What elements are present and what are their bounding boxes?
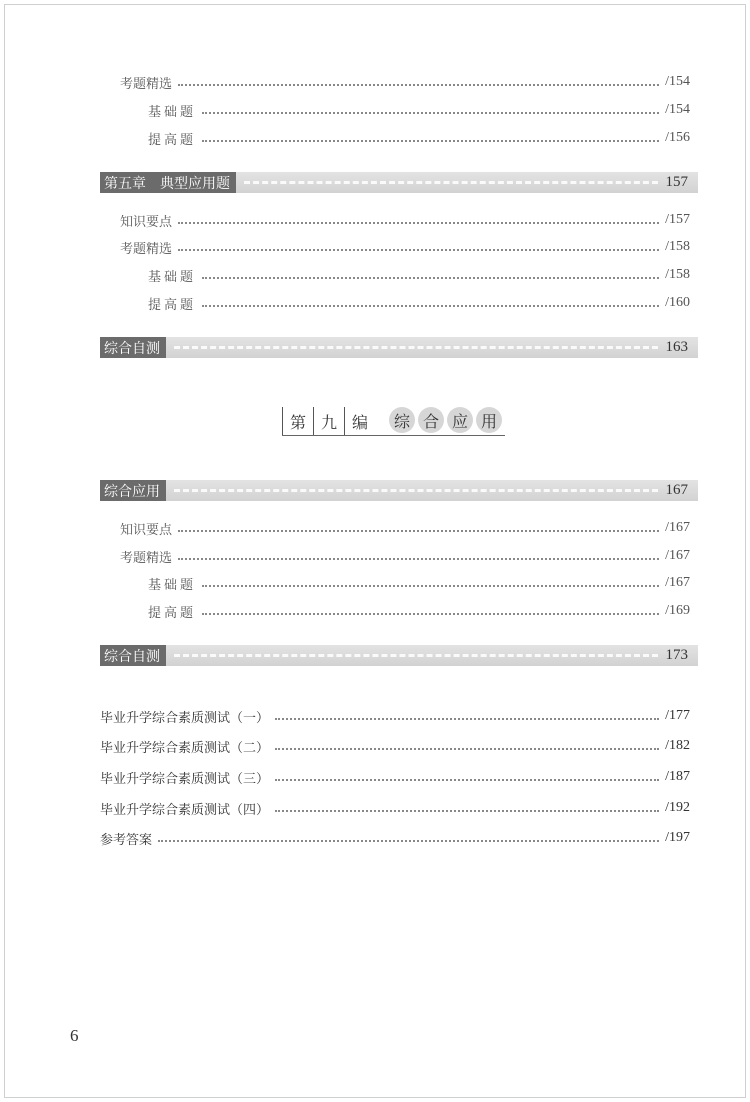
entry-label: 提高题 <box>148 132 197 148</box>
entry-label: 毕业升学综合素质测试（一） <box>100 710 270 726</box>
leader-dots <box>178 249 659 251</box>
entry-page: /158 <box>665 267 690 282</box>
leader-dots <box>202 277 659 279</box>
entry-page: /160 <box>665 295 690 310</box>
entry-page: /167 <box>665 575 690 590</box>
toc-entry[interactable] <box>100 767 690 787</box>
leader-dots <box>275 748 659 750</box>
section-page: 163 <box>665 339 688 355</box>
leader-dots <box>178 222 659 224</box>
leader-dots <box>202 140 659 142</box>
entry-page: /187 <box>665 769 690 784</box>
part-heading <box>282 405 505 436</box>
entry-page: /169 <box>665 603 690 618</box>
page-number: 6 <box>70 1026 79 1045</box>
entry-label: 提高题 <box>148 297 197 313</box>
leader-dots <box>202 613 659 615</box>
part-cell: 第 <box>282 407 313 435</box>
section-title: 综合自测 <box>100 337 166 358</box>
entry-label: 毕业升学综合素质测试（二） <box>100 740 270 756</box>
part-title-char: 合 <box>418 407 444 433</box>
entry-page: /177 <box>665 708 690 723</box>
part-title-char: 综 <box>389 407 415 433</box>
part-title-char: 应 <box>447 407 473 433</box>
entry-page: /154 <box>665 102 690 117</box>
entry-page: /182 <box>665 738 690 753</box>
toc-entry[interactable] <box>100 798 690 818</box>
entry-label: 考题精选 <box>120 76 173 92</box>
toc-entry[interactable] <box>120 210 690 230</box>
entry-label: 知识要点 <box>120 214 173 230</box>
part-cell: 编 <box>344 407 375 435</box>
dash-leader <box>174 346 658 349</box>
entry-page: /157 <box>665 212 690 227</box>
entry-label: 考题精选 <box>120 550 173 566</box>
section-title: 综合应用 <box>100 480 166 501</box>
chapter-page: 157 <box>665 174 688 190</box>
leader-dots <box>178 530 659 532</box>
toc-entry[interactable] <box>120 518 690 538</box>
entry-label: 基础题 <box>148 269 197 285</box>
entry-label: 基础题 <box>148 577 197 593</box>
toc-entry[interactable] <box>100 828 690 848</box>
entry-label: 提高题 <box>148 605 197 621</box>
toc-entry[interactable] <box>120 72 690 92</box>
entry-page: /192 <box>665 800 690 815</box>
leader-dots <box>202 112 659 114</box>
entry-label: 考题精选 <box>120 241 173 257</box>
toc-entry[interactable] <box>148 293 690 313</box>
entry-label: 毕业升学综合素质测试（三） <box>100 771 270 787</box>
entry-page: /154 <box>665 74 690 89</box>
section-bar[interactable] <box>100 480 698 501</box>
dash-leader <box>174 489 658 492</box>
toc-entry[interactable] <box>148 100 690 120</box>
leader-dots <box>275 779 659 781</box>
toc-entry[interactable] <box>120 546 690 566</box>
leader-dots <box>275 810 659 812</box>
entry-page: /167 <box>665 548 690 563</box>
section-page: 173 <box>665 647 688 663</box>
toc-entry[interactable] <box>148 601 690 621</box>
chapter-bar[interactable] <box>100 172 698 193</box>
leader-dots <box>178 558 659 560</box>
entry-page: /156 <box>665 130 690 145</box>
toc-entry[interactable] <box>100 706 690 726</box>
leader-dots <box>202 585 659 587</box>
leader-dots <box>158 840 659 842</box>
toc-entry[interactable] <box>120 237 690 257</box>
entry-label: 知识要点 <box>120 522 173 538</box>
toc-entry[interactable] <box>148 573 690 593</box>
section-title: 综合自测 <box>100 645 166 666</box>
section-page: 167 <box>665 482 688 498</box>
entry-label: 基础题 <box>148 104 197 120</box>
entry-page: /167 <box>665 520 690 535</box>
entry-label: 参考答案 <box>100 832 153 848</box>
part-cell: 九 <box>313 407 344 435</box>
chapter-title: 第五章 典型应用题 <box>100 172 236 193</box>
leader-dots <box>202 305 659 307</box>
entry-page: /158 <box>665 239 690 254</box>
self-test-bar[interactable] <box>100 337 698 358</box>
toc-entry[interactable] <box>100 736 690 756</box>
toc-entry[interactable] <box>148 128 690 148</box>
toc-entry[interactable] <box>148 265 690 285</box>
part-title-char: 用 <box>476 407 502 433</box>
self-test-bar[interactable] <box>100 645 698 666</box>
leader-dots <box>178 84 659 86</box>
dash-leader <box>244 181 658 184</box>
dash-leader <box>174 654 658 657</box>
leader-dots <box>275 718 659 720</box>
entry-page: /197 <box>665 830 690 845</box>
entry-label: 毕业升学综合素质测试（四） <box>100 802 270 818</box>
